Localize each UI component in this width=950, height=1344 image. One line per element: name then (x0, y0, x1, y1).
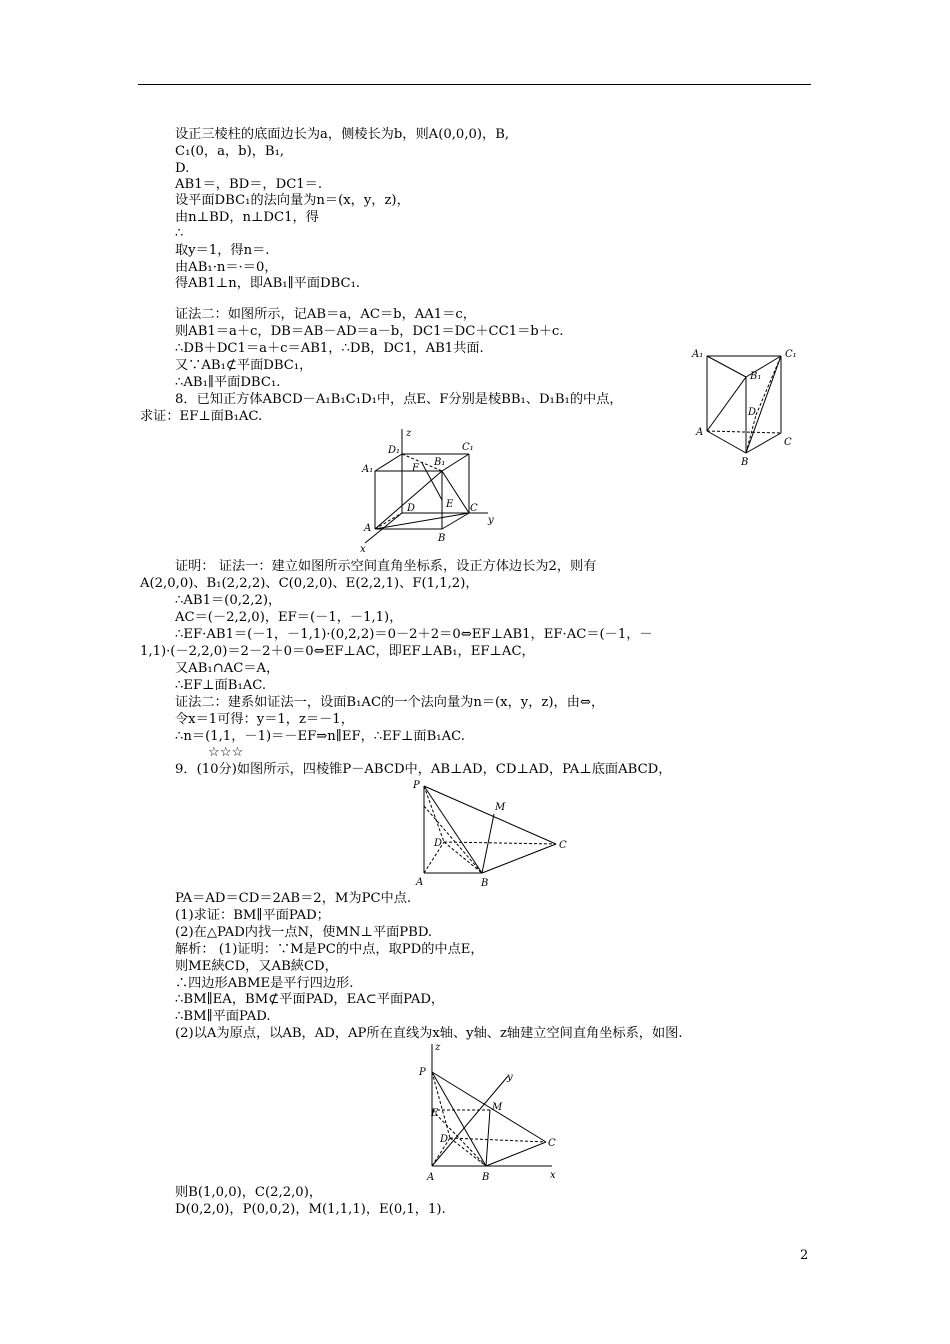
text-line: 则B(1,0,0)，C(2,2,0)， (175, 1185, 323, 1200)
text-line: ∴DB＋DC1＝a＋c＝AB1，∴DB，DC1，AB1共面. (175, 341, 484, 356)
text-line: PA＝AD＝CD＝2AB＝2，M为PC中点. (175, 891, 412, 906)
label-C: C (470, 503, 478, 514)
label-P: P (413, 780, 420, 791)
label-D1: D₁ (388, 445, 401, 456)
text-line: D(0,2,0)，P(0,0,2)，M(1,1,1)，E(0,1，1). (175, 1202, 446, 1217)
label-F: F (412, 463, 419, 474)
label-A: A (427, 1172, 435, 1182)
label-B: B (438, 533, 446, 544)
pyramid-figure (410, 778, 575, 890)
label-A: A (416, 877, 424, 888)
label-B: B (482, 1172, 490, 1182)
text-line: ∴ (175, 226, 184, 241)
text-line: (1)求证：BM∥平面PAD； (175, 908, 330, 923)
label-A1: A₁ (692, 349, 704, 360)
prism-figure (690, 345, 810, 470)
text-line: 证明： 证法一：建立如图所示空间直角坐标系，设正方体边长为2，则有 (175, 559, 597, 574)
header-rule (138, 84, 811, 85)
label-C: C (559, 840, 567, 851)
label-M: M (495, 802, 506, 813)
text-line: 则ME綊CD，又AB綊CD， (175, 959, 338, 974)
text-line: (2)在△PAD内找一点N，使MN⊥平面PBD. (175, 925, 433, 940)
text-line: ∴EF⊥面B₁AC. (175, 678, 267, 693)
text-line: 得AB1⊥n，即AB₁∥平面DBC₁. (175, 276, 361, 291)
text-line: 证法二：建系如证法一，设面B₁AC的一个法向量为n＝(x，y，z)，由⇔， (175, 695, 605, 710)
label-B: B (481, 878, 489, 889)
label-x: x (360, 544, 366, 555)
label-z: z (435, 1042, 441, 1053)
label-C1: C₁ (462, 442, 474, 453)
text-line: 设正三棱柱的底面边长为a，侧棱长为b，则A(0,0,0)，B, (175, 127, 510, 142)
page-number: 2 (800, 1248, 809, 1263)
text-line: C₁(0，a，b)，B₁, (175, 144, 285, 159)
text-line: ∴BM∥平面PAD. (175, 1009, 271, 1024)
label-D: D (407, 503, 416, 514)
text-line: ∴四边形ABME是平行四边形. (175, 976, 354, 991)
text-line: A(2,0,0)、B₁(2,2,2)、C(0,2,0)、E(2,2,1)、F(1,1,2)， (140, 576, 479, 591)
text-line: ∴EF·AB1＝(－1，－1,1)·(0,2,2)＝0－2＋2＝0⇔EF⊥AB1，EF·AC＝(－1，－ (175, 627, 653, 642)
text-line: 设平面DBC₁的法向量为n＝(x，y，z)， (175, 193, 410, 208)
label-z: z (406, 428, 412, 439)
pyramid-axes-figure (410, 1040, 570, 1182)
problem-8-statement: 8．已知正方体ABCD－A₁B₁C₁D₁中，点E、F分别是棱BB₁、D₁B₁的中点， (175, 392, 623, 407)
label-D: D (440, 1134, 449, 1145)
text-line: 由AB₁·n＝·＝0， (175, 260, 278, 275)
text-line: (2)以A为原点，以AB，AD，AP所在直线为x轴、y轴、z轴建立空间直角坐标系，如图. (175, 1026, 683, 1041)
text-line: 求证：EF⊥面B₁AC. (140, 409, 263, 424)
problem-9-statement: 9．(10分)如图所示，四棱锥P－ABCD中，AB⊥AD，CD⊥AD，PA⊥底面ABCD， (175, 762, 672, 777)
label-A: A (364, 523, 372, 534)
label-M: M (492, 1102, 503, 1113)
label-B1: B₁ (434, 457, 446, 468)
label-E: E (431, 1108, 439, 1119)
text-line: AC＝(－2,2,0)，EF＝(－1，－1,1)， (175, 610, 403, 625)
text-line: ∴n＝(1,1，－1)＝－EF⇒n∥EF，∴EF⊥面B₁AC. (175, 729, 465, 744)
label-B: B (741, 457, 749, 468)
label-D: D (434, 838, 443, 849)
label-C1: C₁ (785, 349, 797, 360)
star-divider: ☆☆☆ (208, 745, 244, 760)
label-D: D (748, 407, 757, 418)
label-B1: B₁ (750, 371, 762, 382)
text-line: 解析： (1)证明：∵M是PC的中点，取PD的中点E， (175, 942, 484, 957)
text-line: ∴BM∥EA，BM⊄平面PAD，EA⊂平面PAD， (175, 992, 445, 1007)
label-C: C (784, 437, 792, 448)
label-C: C (548, 1138, 556, 1149)
text-line: 由n⊥BD，n⊥DC1，得 (175, 210, 319, 225)
text-line: 又AB₁∩AC＝A， (175, 661, 280, 676)
text-line: 令x＝1可得：y＝1，z＝－1， (175, 712, 354, 727)
text-line: 证法二：如图所示，记AB＝a，AC＝b，AA1＝c， (175, 307, 476, 322)
text-line: 1,1)·(－2,2,0)＝2－2＋0＝0⇔EF⊥AC，即EF⊥AB₁，EF⊥AC， (140, 644, 535, 659)
label-y: y (488, 515, 494, 526)
label-P: P (419, 1067, 426, 1078)
text-line: 则AB1＝a＋c，DB＝AB－AD＝a－b，DC1＝DC＋CC1＝b＋c. (175, 324, 564, 339)
text-line: 又∵AB₁⊄平面DBC₁， (175, 358, 313, 373)
text-line: 取y＝1，得n＝. (175, 243, 270, 258)
label-A: A (696, 427, 704, 438)
label-A1: A₁ (362, 464, 374, 475)
text-line: ∴AB1＝(0,2,2)， (175, 593, 282, 608)
label-y: y (507, 1072, 513, 1083)
cube-figure (360, 425, 505, 555)
label-E: E (446, 499, 454, 510)
text-line: AB1＝，BD＝，DC1＝. (175, 177, 323, 192)
text-line: ∴AB₁∥平面DBC₁. (175, 375, 281, 390)
label-x: x (550, 1170, 556, 1181)
text-line: D. (175, 161, 190, 176)
